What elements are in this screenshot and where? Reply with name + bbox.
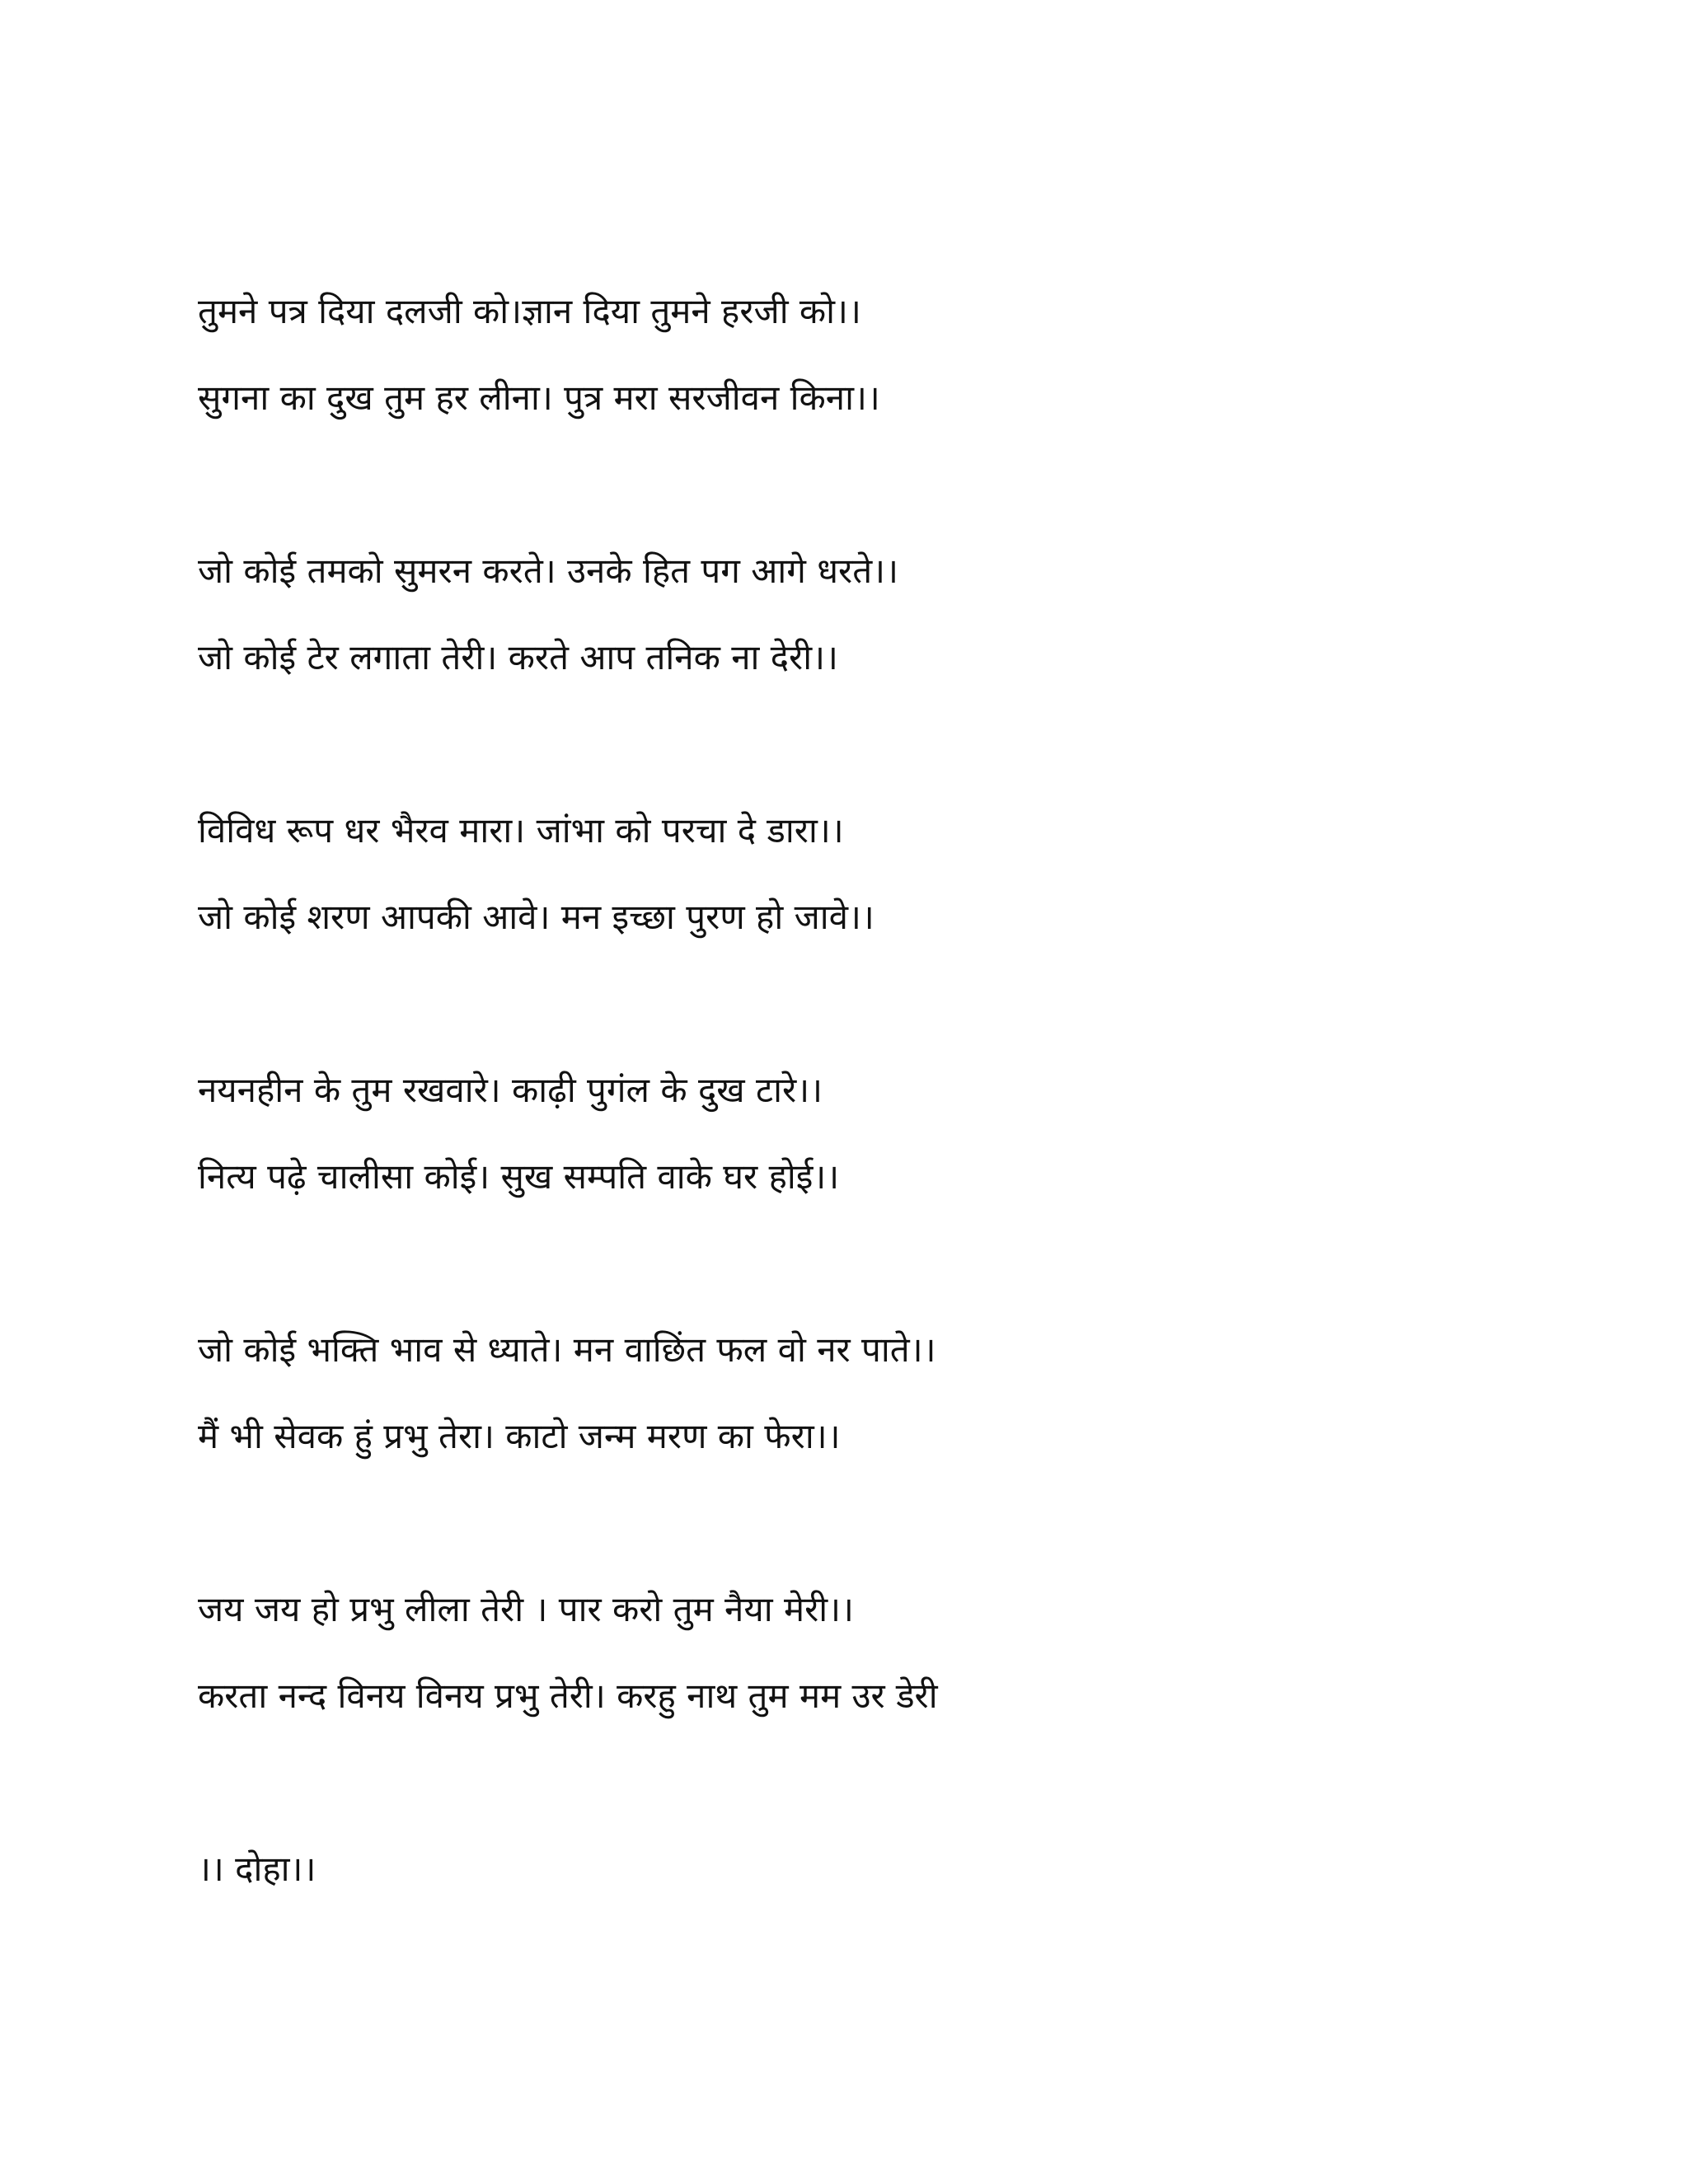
stanza-4 bbox=[198, 1047, 1599, 1220]
stanza-2 bbox=[198, 527, 1599, 701]
verse-line: जय जय हो प्रभु लीला तेरी । पार करो तुम नैया मेरी।। bbox=[198, 1589, 854, 1629]
verse-line: नयनहीन के तुम रखवारे। काढ़ी पुगंल के दुख टारे।। bbox=[198, 1070, 823, 1110]
stanza-3 bbox=[198, 787, 1599, 960]
verse-line: जो कोई तमको सुमरन करते। उनके हित पग आगे धरते।। bbox=[198, 551, 898, 591]
verse-line: नित्य पढ़े चालीसा कोई। सुख सम्पति वाके घर होई।। bbox=[198, 1156, 840, 1197]
verse-line: विविध रूप धर भैरव मारा। जांभा को परचा दे डारा।। bbox=[198, 810, 844, 851]
verse-line: करता नन्द विनय विनय प्रभु तेरी। करहु नाथ तुम मम उर डेरी bbox=[198, 1675, 938, 1716]
verse-line: जो कोई टेर लगाता तेरी। करते आप तनिक ना देरी।। bbox=[198, 637, 838, 677]
verse-line: सुगना का दुख तुम हर लीना। पुत्र मरा सरजीवन किना।। bbox=[198, 377, 880, 418]
verse-line: जो कोई भक्ति भाव से ध्याते। मन वाछिंत फल वो नर पाते।। bbox=[198, 1329, 936, 1370]
verse-line: जो कोई शरण आपकी आवे। मन इच्छा पुरण हो जावे।। bbox=[198, 897, 874, 937]
verse-line: मैं भी सेवक हुं प्रभु तेरा। काटो जन्म मरण का फेरा।। bbox=[198, 1416, 841, 1456]
stanza-1 bbox=[198, 268, 1599, 441]
stanza-6 bbox=[198, 1566, 1599, 1739]
stanza-5 bbox=[198, 1306, 1599, 1479]
doha-heading: ।। दोहा।। bbox=[198, 1849, 316, 1889]
verse-line: तुमने पत्र दिया दलजी को।ज्ञान दिया तुमने हरजी को।। bbox=[198, 291, 861, 331]
chalisa-text bbox=[198, 268, 1599, 1912]
